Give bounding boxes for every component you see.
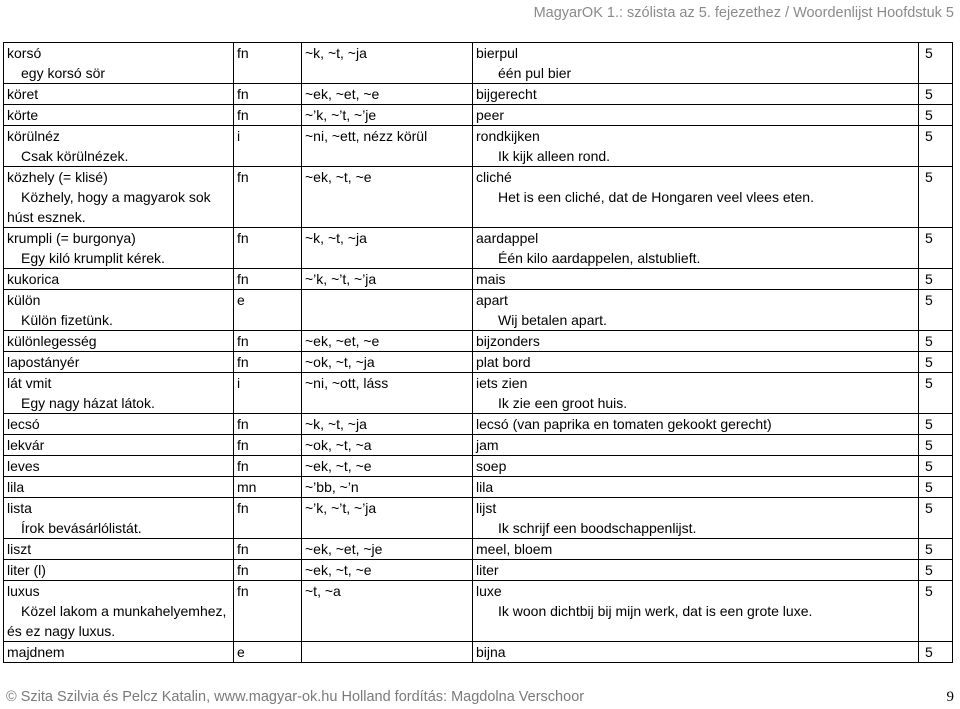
table-row bbox=[4, 105, 953, 126]
headword-cell bbox=[4, 84, 234, 105]
chapter-number: 5 bbox=[919, 581, 953, 642]
chapter-number: 5 bbox=[919, 642, 953, 663]
translation: apart bbox=[476, 292, 508, 308]
headword-cell bbox=[4, 498, 234, 539]
inflected-forms bbox=[302, 290, 473, 331]
translation-cell bbox=[473, 642, 919, 663]
inflected-forms: ~ok, ~t, ~ja bbox=[302, 352, 473, 373]
part-of-speech: fn bbox=[234, 435, 302, 456]
part-of-speech: fn bbox=[234, 269, 302, 290]
inflected-forms: ~ni, ~ott, láss bbox=[302, 373, 473, 414]
headword-cell bbox=[4, 414, 234, 435]
chapter-number: 5 bbox=[919, 477, 953, 498]
example-nl: Het is een cliché, dat de Hongaren veel vlees eten. bbox=[498, 189, 814, 205]
translation: plat bord bbox=[476, 354, 531, 370]
headword-cell bbox=[4, 435, 234, 456]
translation-cell bbox=[473, 331, 919, 352]
headword: luxus bbox=[7, 583, 40, 599]
part-of-speech: e bbox=[234, 290, 302, 331]
table-row bbox=[4, 477, 953, 498]
example-hu: húst esznek. bbox=[7, 209, 86, 225]
headword-cell bbox=[4, 228, 234, 269]
table-row bbox=[4, 373, 953, 414]
inflected-forms: ~ek, ~t, ~e bbox=[302, 560, 473, 581]
translation: soep bbox=[476, 458, 507, 474]
translation: iets zien bbox=[476, 375, 528, 391]
translation-cell bbox=[473, 435, 919, 456]
footer-authors: Szita Szilvia és Pelcz Katalin, www.magyar-ok.hu bbox=[20, 689, 338, 705]
inflected-forms: ~’bb, ~’n bbox=[302, 477, 473, 498]
part-of-speech: fn bbox=[234, 456, 302, 477]
inflected-forms: ~’k, ~’t, ~’je bbox=[302, 105, 473, 126]
chapter-number: 5 bbox=[919, 43, 953, 84]
headword: közhely (= klisé) bbox=[7, 169, 108, 185]
example-hu: Egy kiló krumplit kérek. bbox=[21, 250, 165, 266]
headword: lecsó bbox=[7, 416, 40, 432]
table-row bbox=[4, 539, 953, 560]
part-of-speech: e bbox=[234, 642, 302, 663]
translation-cell bbox=[473, 456, 919, 477]
headword: kukorica bbox=[7, 271, 60, 287]
running-header: MagyarOK 1.: szólista az 5. fejezethez / Woordenlijst Hoofdstuk 5 bbox=[533, 5, 954, 21]
translation-cell bbox=[473, 105, 919, 126]
footer-translation: Holland fordítás: Magdolna Verschoor bbox=[341, 689, 585, 705]
headword: liter (l) bbox=[7, 562, 46, 578]
example-hu: Írok bevásárlólistát. bbox=[21, 520, 142, 536]
table-row bbox=[4, 581, 953, 642]
inflected-forms: ~ek, ~et, ~e bbox=[302, 331, 473, 352]
headword: majdnem bbox=[7, 644, 65, 660]
chapter-number: 5 bbox=[919, 331, 953, 352]
example-hu: egy korsó sör bbox=[21, 65, 106, 81]
headword: krumpli (= burgonya) bbox=[7, 230, 136, 246]
part-of-speech: fn bbox=[234, 331, 302, 352]
translation-cell bbox=[473, 84, 919, 105]
table-row bbox=[4, 414, 953, 435]
translation-cell bbox=[473, 539, 919, 560]
translation-cell bbox=[473, 126, 919, 167]
copyright-icon: © bbox=[6, 689, 17, 705]
part-of-speech: mn bbox=[234, 477, 302, 498]
table-row bbox=[4, 228, 953, 269]
chapter-number: 5 bbox=[919, 435, 953, 456]
part-of-speech: fn bbox=[234, 581, 302, 642]
headword-cell bbox=[4, 290, 234, 331]
headword-cell bbox=[4, 560, 234, 581]
part-of-speech: fn bbox=[234, 84, 302, 105]
translation: cliché bbox=[476, 169, 512, 185]
part-of-speech: fn bbox=[234, 539, 302, 560]
headword: köret bbox=[7, 86, 39, 102]
table-row bbox=[4, 352, 953, 373]
part-of-speech: i bbox=[234, 373, 302, 414]
translation: bijna bbox=[476, 644, 506, 660]
translation: mais bbox=[476, 271, 506, 287]
translation-cell bbox=[473, 498, 919, 539]
translation: lecsó (van paprika en tomaten gekookt gerecht) bbox=[476, 416, 772, 432]
part-of-speech: fn bbox=[234, 414, 302, 435]
inflected-forms: ~ek, ~et, ~je bbox=[302, 539, 473, 560]
translation: lila bbox=[476, 479, 494, 495]
table-row bbox=[4, 435, 953, 456]
chapter-number: 5 bbox=[919, 373, 953, 414]
translation-cell bbox=[473, 352, 919, 373]
translation-cell bbox=[473, 581, 919, 642]
translation-cell bbox=[473, 373, 919, 414]
inflected-forms: ~ok, ~t, ~a bbox=[302, 435, 473, 456]
headword-cell bbox=[4, 43, 234, 84]
example-hu: Közel lakom a munkahelyemhez, bbox=[21, 603, 227, 619]
example-nl: Ik zie een groot huis. bbox=[498, 395, 628, 411]
vocabulary-table bbox=[3, 42, 953, 663]
translation-cell bbox=[473, 228, 919, 269]
table-row bbox=[4, 560, 953, 581]
translation: jam bbox=[476, 437, 499, 453]
part-of-speech: fn bbox=[234, 498, 302, 539]
headword: lila bbox=[7, 479, 25, 495]
headword-cell bbox=[4, 642, 234, 663]
page-footer bbox=[6, 686, 954, 708]
translation-cell bbox=[473, 560, 919, 581]
translation-cell bbox=[473, 43, 919, 84]
inflected-forms bbox=[302, 642, 473, 663]
headword: különlegesség bbox=[7, 333, 97, 349]
chapter-number: 5 bbox=[919, 228, 953, 269]
headword-cell bbox=[4, 269, 234, 290]
inflected-forms: ~ek, ~t, ~e bbox=[302, 167, 473, 228]
inflected-forms: ~ek, ~t, ~e bbox=[302, 456, 473, 477]
headword-cell bbox=[4, 539, 234, 560]
headword-cell bbox=[4, 581, 234, 642]
headword-cell bbox=[4, 352, 234, 373]
table-row bbox=[4, 498, 953, 539]
headword-cell bbox=[4, 126, 234, 167]
translation: bijgerecht bbox=[476, 86, 537, 102]
table-row bbox=[4, 331, 953, 352]
chapter-number: 5 bbox=[919, 539, 953, 560]
chapter-number: 5 bbox=[919, 456, 953, 477]
table-row bbox=[4, 456, 953, 477]
headword: lapostányér bbox=[7, 354, 80, 370]
chapter-number: 5 bbox=[919, 84, 953, 105]
page-number: 9 bbox=[946, 689, 954, 705]
chapter-number: 5 bbox=[919, 352, 953, 373]
headword: lekvár bbox=[7, 437, 45, 453]
headword: külön bbox=[7, 292, 41, 308]
chapter-number: 5 bbox=[919, 105, 953, 126]
part-of-speech: fn bbox=[234, 105, 302, 126]
translation-cell bbox=[473, 269, 919, 290]
translation: peer bbox=[476, 107, 505, 123]
chapter-number: 5 bbox=[919, 290, 953, 331]
example-hu: és ez nagy luxus. bbox=[7, 623, 116, 639]
table-row bbox=[4, 167, 953, 228]
inflected-forms: ~’k, ~’t, ~’ja bbox=[302, 269, 473, 290]
example-nl: één pul bier bbox=[498, 65, 572, 81]
headword-cell bbox=[4, 477, 234, 498]
table-row bbox=[4, 269, 953, 290]
example-hu: Külön fizetünk. bbox=[21, 312, 113, 328]
headword-cell bbox=[4, 331, 234, 352]
example-hu: Közhely, hogy a magyarok sok bbox=[21, 189, 211, 205]
chapter-number: 5 bbox=[919, 167, 953, 228]
inflected-forms: ~t, ~a bbox=[302, 581, 473, 642]
headword-cell bbox=[4, 167, 234, 228]
example-nl: Wij betalen apart. bbox=[498, 312, 607, 328]
translation: aardappel bbox=[476, 230, 539, 246]
translation: liter bbox=[476, 562, 499, 578]
headword: körte bbox=[7, 107, 39, 123]
chapter-number: 5 bbox=[919, 269, 953, 290]
part-of-speech: fn bbox=[234, 167, 302, 228]
inflected-forms: ~ek, ~et, ~e bbox=[302, 84, 473, 105]
translation-cell bbox=[473, 477, 919, 498]
headword: liszt bbox=[7, 541, 32, 557]
translation: luxe bbox=[476, 583, 502, 599]
chapter-number: 5 bbox=[919, 126, 953, 167]
headword: leves bbox=[7, 458, 40, 474]
inflected-forms: ~k, ~t, ~ja bbox=[302, 43, 473, 84]
translation-cell bbox=[473, 414, 919, 435]
inflected-forms: ~k, ~t, ~ja bbox=[302, 228, 473, 269]
translation: bijzonders bbox=[476, 333, 540, 349]
example-hu: Csak körülnézek. bbox=[21, 148, 129, 164]
inflected-forms: ~’k, ~’t, ~’ja bbox=[302, 498, 473, 539]
part-of-speech: fn bbox=[234, 352, 302, 373]
table-row bbox=[4, 43, 953, 84]
translation: lijst bbox=[476, 500, 497, 516]
chapter-number: 5 bbox=[919, 560, 953, 581]
headword-cell bbox=[4, 105, 234, 126]
headword-cell bbox=[4, 373, 234, 414]
inflected-forms: ~ni, ~ett, nézz körül bbox=[302, 126, 473, 167]
example-hu: Egy nagy házat látok. bbox=[21, 395, 155, 411]
translation: meel, bloem bbox=[476, 541, 553, 557]
translation: bierpul bbox=[476, 45, 519, 61]
example-nl: Ik schrijf een boodschappenlijst. bbox=[498, 520, 697, 536]
chapter-number: 5 bbox=[919, 498, 953, 539]
chapter-number: 5 bbox=[919, 414, 953, 435]
example-nl: Ik kijk alleen rond. bbox=[498, 148, 611, 164]
translation: rondkijken bbox=[476, 128, 540, 144]
table-row bbox=[4, 642, 953, 663]
inflected-forms: ~k, ~t, ~ja bbox=[302, 414, 473, 435]
headword: lát vmit bbox=[7, 375, 52, 391]
headword-cell bbox=[4, 456, 234, 477]
translation-cell bbox=[473, 290, 919, 331]
headword: körülnéz bbox=[7, 128, 60, 144]
part-of-speech: fn bbox=[234, 560, 302, 581]
example-nl: Één kilo aardappelen, alstublieft. bbox=[498, 250, 701, 266]
table-row bbox=[4, 126, 953, 167]
headword: korsó bbox=[7, 45, 42, 61]
example-nl: Ik woon dichtbij bij mijn werk, dat is een grote luxe. bbox=[498, 603, 813, 619]
translation-cell bbox=[473, 167, 919, 228]
table-row bbox=[4, 290, 953, 331]
part-of-speech: i bbox=[234, 126, 302, 167]
part-of-speech: fn bbox=[234, 43, 302, 84]
part-of-speech: fn bbox=[234, 228, 302, 269]
table-row bbox=[4, 84, 953, 105]
headword: lista bbox=[7, 500, 32, 516]
